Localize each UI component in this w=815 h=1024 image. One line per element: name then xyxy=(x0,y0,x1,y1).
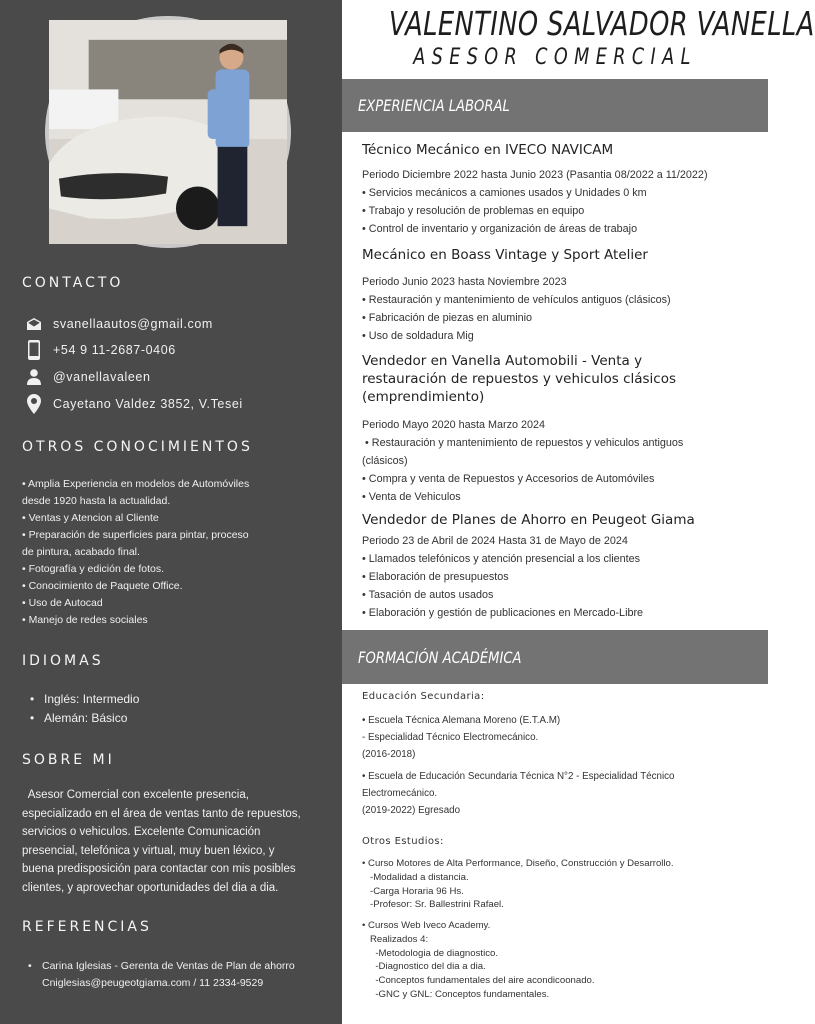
education-line: - Especialidad Técnico Electromecánico. xyxy=(362,732,539,743)
contact-social-row xyxy=(24,366,151,388)
contact-address-row xyxy=(24,393,243,415)
other-skills-heading: OTROS CONOCIMIENTOS xyxy=(22,439,253,455)
contact-email[interactable]: svanellaautos@gmail.com xyxy=(53,317,213,331)
job-line: • Elaboración y gestión de publicaciones en Mercado-Libre xyxy=(362,607,644,619)
education-line: -Modalidad a distancia. xyxy=(362,871,469,883)
contact-phone[interactable]: +54 9 11-2687-0406 xyxy=(53,343,176,357)
languages-list xyxy=(30,690,139,728)
language-item: • Alemán: Básico xyxy=(30,709,139,728)
job-title xyxy=(362,352,754,406)
other-studies-b xyxy=(362,919,758,1002)
other-skill-line: • Amplia Experiencia en modelos de Automóviles xyxy=(22,478,250,490)
phone-icon xyxy=(24,340,44,360)
job-line: Periodo Mayo 2020 hasta Marzo 2024 xyxy=(362,419,546,431)
job-line: • Trabajo y resolución de problemas en equipo xyxy=(362,205,585,217)
education-line: -Diagnostico del dia a dia. xyxy=(362,961,486,973)
user-icon xyxy=(24,367,44,387)
job-line: • Restauración y mantenimiento de vehículos antiguos (clásicos) xyxy=(362,294,671,306)
other-skill-line: • Fotografía y edición de fotos. xyxy=(22,563,165,575)
education-line: -Carga Horaria 96 Hs. xyxy=(362,885,464,897)
job-line: • Elaboración de presupuestos xyxy=(362,571,509,583)
education-line: Realizados 4: xyxy=(362,933,429,945)
location-pin-icon xyxy=(24,394,44,414)
contact-address: Cayetano Valdez 3852, V.Tesei xyxy=(53,397,243,411)
contact-heading: CONTACTO xyxy=(22,275,124,291)
secondary-education-a xyxy=(362,712,758,763)
job-details xyxy=(362,532,758,622)
education-band xyxy=(342,630,768,684)
job-title-line: Vendedor en Vanella Automobili - Venta y xyxy=(362,353,643,369)
references-heading: REFERENCIAS xyxy=(22,919,152,935)
reference-contact[interactable]: Cniglesias@peugeotgiama.com / 11 2334-9529 xyxy=(42,976,264,989)
about-line: especializado en el área de ventas tanto de repuestos, xyxy=(22,807,301,820)
other-skill-line: • Uso de Autocad xyxy=(22,597,103,609)
job-title-line: (emprendimiento) xyxy=(362,389,485,405)
contact-email-row xyxy=(24,313,213,335)
job-line: • Uso de soldadura Mig xyxy=(362,330,474,342)
education-line: -Conceptos fundamentales del aire acondicoonado. xyxy=(362,975,595,987)
about-line: servicios o vehiculos. Excelente Comunicación xyxy=(22,826,261,838)
profile-photo xyxy=(49,20,287,244)
about-heading: SOBRE MI xyxy=(22,752,115,768)
secondary-education-b xyxy=(362,768,758,819)
job-line: • Tasación de autos usados xyxy=(362,589,494,601)
about-line: Asesor Comercial con excelente presencia, xyxy=(22,789,249,801)
other-skills-list xyxy=(22,476,322,629)
references-list xyxy=(28,958,328,991)
job-line: Periodo Junio 2023 hasta Noviembre 2023 xyxy=(362,276,567,288)
job-line: • Compra y venta de Repuestos y Accesorios de Automóviles xyxy=(362,473,655,485)
envelope-icon xyxy=(24,314,44,334)
education-line: Electromecánico. xyxy=(362,788,438,799)
other-skill-line: • Manejo de redes sociales xyxy=(22,614,148,626)
job-title: Técnico Mecánico en IVECO NAVICAM xyxy=(362,142,614,158)
experience-heading: EXPERIENCIA LABORAL xyxy=(358,96,510,115)
secondary-education-heading: Educación Secundaria: xyxy=(362,691,485,702)
other-studies-a xyxy=(362,857,758,912)
job-title: Vendedor de Planes de Ahorro en Peugeot Giama xyxy=(362,512,695,528)
sidebar xyxy=(0,0,342,1024)
job-line: • Llamados telefónicos y atención presencial a los clientes xyxy=(362,553,641,565)
job-line: (clásicos) xyxy=(362,455,408,467)
job-line: • Venta de Vehiculos xyxy=(362,491,461,503)
about-text xyxy=(22,786,328,897)
education-line: • Cursos Web Iveco Academy. xyxy=(362,920,491,931)
job-line: Periodo Diciembre 2022 hasta Junio 2023 (Pasantia 08/2022 a 11/2022) xyxy=(362,169,708,181)
profile-photo-image xyxy=(49,20,287,244)
about-line: clientes, y aprovechar oportunidades del dia a dia. xyxy=(22,881,279,894)
job-details xyxy=(362,416,758,506)
job-title-line: restauración de repuestos y vehiculos clásicos xyxy=(362,371,677,387)
contact-social[interactable]: @vanellavaleen xyxy=(53,370,151,384)
job-details xyxy=(362,166,758,238)
job-line: • Servicios mecánicos a camiones usados y Unidades 0 km xyxy=(362,187,647,199)
about-line: buena predisposición para contactar con mis posibles xyxy=(22,863,296,875)
education-line: (2016-2018) xyxy=(362,749,416,760)
languages-heading: IDIOMAS xyxy=(22,653,104,669)
education-heading: FORMACIÓN ACADÉMICA xyxy=(358,647,522,667)
education-line: -Metodologia de diagnostico. xyxy=(362,947,498,959)
other-skill-line: desde 1920 hasta la actualidad. xyxy=(22,495,171,507)
job-details xyxy=(362,273,758,345)
candidate-role: ASESOR COMERCIAL xyxy=(413,45,697,70)
education-line: -GNC y GNL: Conceptos fundamentales. xyxy=(362,988,550,1000)
contact-phone-row xyxy=(24,339,176,361)
job-title: Mecánico en Boass Vintage y Sport Atelier xyxy=(362,247,648,263)
job-line: • Restauración y mantenimiento de repuestos y vehiculos antiguos xyxy=(362,437,684,449)
other-skill-line: • Preparación de superficies para pintar, proceso xyxy=(22,529,249,541)
candidate-name: VALENTINO SALVADOR VANELLA xyxy=(388,4,815,43)
education-line: • Escuela de Educación Secundaria Técnica N°2 - Especialidad Técnico xyxy=(362,771,675,782)
about-line: presencial, telefónica y virtual, muy buen léxico, y xyxy=(22,844,275,857)
job-line: Periodo 23 de Abril de 2024 Hasta 31 de Mayo de 2024 xyxy=(362,535,628,547)
experience-band xyxy=(342,79,768,132)
education-line: • Escuela Técnica Alemana Moreno (E.T.A.M) xyxy=(362,715,561,726)
profile-photo-frame xyxy=(45,16,291,248)
education-line: -Profesor: Sr. Ballestrini Rafael. xyxy=(362,899,504,911)
reference-item xyxy=(28,958,328,991)
other-studies-heading: Otros Estudios: xyxy=(362,836,444,847)
education-line: • Curso Motores de Alta Performance, Diseño, Construcción y Desarrollo. xyxy=(362,858,674,869)
other-skill-line: • Conocimiento de Paquete Office. xyxy=(22,580,183,592)
job-line: • Fabricación de piezas en aluminio xyxy=(362,312,533,324)
other-skill-line: de pintura, acabado final. xyxy=(22,546,140,558)
other-skill-line: • Ventas y Atencion al Cliente xyxy=(22,512,159,524)
education-line: (2019-2022) Egresado xyxy=(362,805,461,816)
reference-name: • Carina Iglesias - Gerenta de Ventas de Plan de ahorro xyxy=(42,960,295,972)
language-item: • Inglés: Intermedio xyxy=(30,690,139,709)
job-line: • Control de inventario y organización de áreas de trabajo xyxy=(362,223,638,235)
